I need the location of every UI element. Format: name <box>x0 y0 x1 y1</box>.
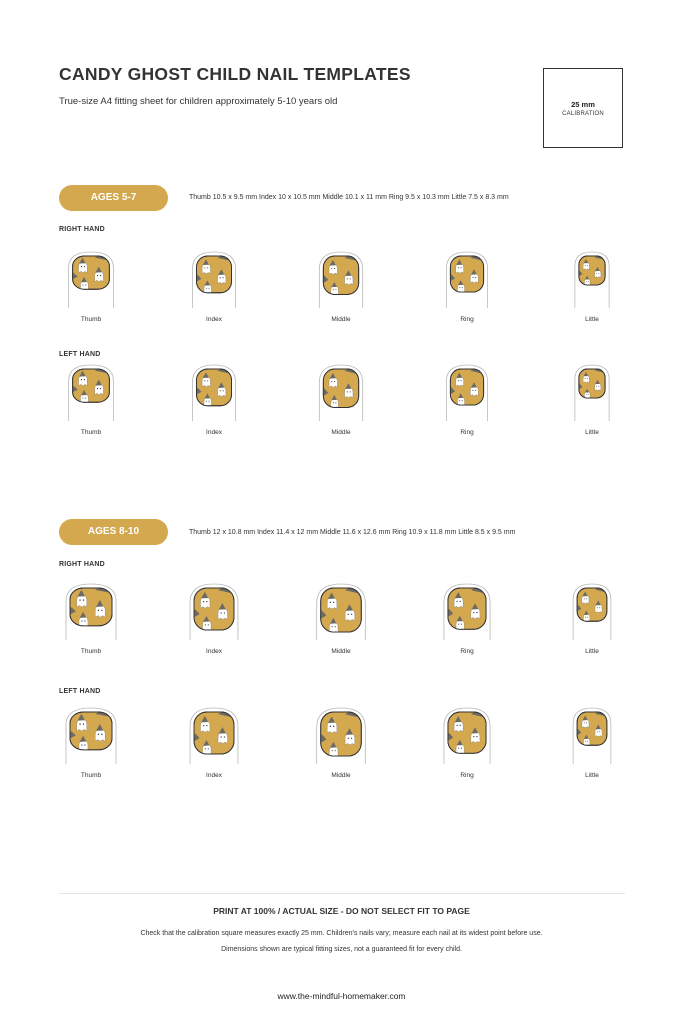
finger-template-index <box>159 578 269 668</box>
finger-template-index <box>159 702 269 792</box>
finger-template-thumb <box>36 246 146 336</box>
finger-template-middle <box>286 359 396 449</box>
ghost-motif <box>457 397 464 405</box>
ghost-motif <box>345 609 355 620</box>
finger-template-little <box>537 702 647 792</box>
ghost-motif <box>329 377 337 387</box>
fit-disclaimer: Dimensions shown are typical fitting sizes, not a guaranteed fit for every child. <box>221 946 462 953</box>
finger-label: Ring <box>460 772 474 779</box>
nail-template <box>450 254 483 292</box>
ghost-motif <box>218 274 226 284</box>
nail-template <box>194 586 234 631</box>
nail-template <box>73 254 110 290</box>
ghost-motif <box>203 745 211 755</box>
ghost-motif <box>470 387 478 396</box>
nail-template <box>450 367 483 405</box>
finger-label: Index <box>206 772 222 779</box>
nail-template <box>579 368 605 399</box>
ghost-motif <box>327 722 337 733</box>
ghost-motif <box>218 608 227 619</box>
finger-template-ring <box>412 359 522 449</box>
ghost-motif <box>345 388 353 398</box>
hand-label: RIGHT HAND <box>59 226 105 233</box>
ghost-motif <box>202 377 210 387</box>
ghost-motif <box>329 264 337 274</box>
nail-template <box>579 255 605 286</box>
ghost-motif <box>95 271 104 281</box>
finger-label: Little <box>585 429 599 436</box>
finger-template-index <box>159 359 269 449</box>
ghost-motif <box>470 274 478 283</box>
ghost-motif <box>329 746 338 756</box>
nail-template <box>448 586 486 630</box>
nail-template <box>73 367 110 403</box>
finger-label: Little <box>585 316 599 323</box>
page-title: CANDY GHOST CHILD NAIL TEMPLATES <box>59 64 411 84</box>
ghost-motif <box>456 264 464 273</box>
ghost-motif <box>79 375 88 385</box>
ghost-motif <box>331 399 339 408</box>
ghost-motif <box>583 738 589 746</box>
age-group-badge: AGES 8-10 <box>59 519 168 545</box>
finger-label: Ring <box>460 429 474 436</box>
finger-label: Middle <box>331 429 351 436</box>
finger-label: Ring <box>460 316 474 323</box>
ghost-motif <box>456 620 464 630</box>
finger-label: Thumb <box>80 316 102 323</box>
ghost-motif <box>95 729 105 741</box>
ghost-motif <box>327 598 337 609</box>
finger-label: Ring <box>460 648 474 655</box>
ghost-motif <box>79 262 88 272</box>
ghost-motif <box>595 604 602 612</box>
finger-template-middle <box>286 702 396 792</box>
divider <box>59 893 625 894</box>
hand-label: LEFT HAND <box>59 351 101 358</box>
ghost-motif <box>201 721 210 732</box>
calibration-value: 25 mm <box>571 99 595 109</box>
ghost-motif <box>582 719 589 727</box>
ghost-motif <box>583 375 589 382</box>
ghost-motif <box>582 595 589 603</box>
finger-template-little <box>537 359 647 449</box>
ghost-motif <box>202 264 210 274</box>
nail-template <box>448 710 486 754</box>
finger-template-thumb <box>36 359 146 449</box>
finger-label: Thumb <box>80 772 102 779</box>
ghost-motif <box>201 597 210 608</box>
nail-template <box>70 710 112 751</box>
age-group-badge: AGES 5-7 <box>59 185 168 211</box>
ghost-motif <box>329 622 338 632</box>
finger-label: Little <box>585 648 599 655</box>
ghost-motif <box>218 732 227 743</box>
page-subtitle: True-size A4 fitting sheet for children approximately 5-10 years old <box>59 96 338 107</box>
ghost-motif <box>77 595 87 607</box>
ghost-motif <box>345 733 355 744</box>
finger-template-ring <box>412 702 522 792</box>
finger-template-little <box>537 246 647 336</box>
finger-template-middle <box>286 246 396 336</box>
finger-label: Middle <box>331 648 351 655</box>
hand-label: RIGHT HAND <box>59 561 105 568</box>
ghost-motif <box>471 608 480 619</box>
nail-template <box>577 586 607 621</box>
website-url: www.the-mindful-homemaker.com <box>277 991 406 1001</box>
nail-template <box>197 254 232 293</box>
size-summary: Thumb 12 x 10.8 mm Index 11.4 x 12 mm Middle 11.6 x 12.6 mm Ring 10.9 x 11.8 mm Little 8.5 x 9.5 mm <box>189 529 516 536</box>
ghost-motif <box>456 377 464 386</box>
size-summary: Thumb 10.5 x 9.5 mm Index 10 x 10.5 mm Middle 10.1 x 11 mm Ring 9.5 x 10.3 mm Little 7.5 x 8.3 mm <box>189 194 509 201</box>
nail-template <box>321 710 362 757</box>
finger-template-ring <box>412 578 522 668</box>
nail-template <box>321 586 362 633</box>
ghost-motif <box>331 286 339 295</box>
ghost-motif <box>595 383 601 390</box>
nail-template <box>577 710 607 745</box>
ghost-motif <box>595 270 601 277</box>
finger-label: Middle <box>331 316 351 323</box>
finger-label: Thumb <box>80 429 102 436</box>
finger-template-thumb <box>36 578 146 668</box>
hand-label: LEFT HAND <box>59 688 101 695</box>
finger-template-thumb <box>36 702 146 792</box>
ghost-motif <box>345 275 353 285</box>
finger-label: Middle <box>331 772 351 779</box>
ghost-motif <box>457 284 464 292</box>
finger-template-ring <box>412 246 522 336</box>
ghost-motif <box>95 605 105 617</box>
finger-label: Little <box>585 772 599 779</box>
ghost-motif <box>583 262 589 269</box>
nail-template <box>323 254 358 295</box>
ghost-motif <box>595 728 602 736</box>
ghost-motif <box>77 719 87 731</box>
ghost-motif <box>218 387 226 397</box>
ghost-motif <box>583 614 589 622</box>
print-instruction: PRINT AT 100% / ACTUAL SIZE - DO NOT SELECT FIT TO PAGE <box>213 906 470 916</box>
nail-template <box>197 367 232 406</box>
finger-label: Index <box>206 648 222 655</box>
nail-template <box>194 710 234 755</box>
finger-template-little <box>537 578 647 668</box>
finger-label: Thumb <box>80 648 102 655</box>
nail-template <box>323 367 358 408</box>
calibration-square <box>543 68 623 148</box>
finger-label: Index <box>206 429 222 436</box>
ghost-motif <box>454 597 463 608</box>
ghost-motif <box>471 732 480 743</box>
ghost-motif <box>454 721 463 732</box>
calibration-note: Check that the calibration square measures exactly 25 mm. Children's nails vary; measure each nail at its widest point before use. <box>140 930 543 937</box>
ghost-motif <box>456 744 464 754</box>
finger-label: Index <box>206 316 222 323</box>
ghost-motif <box>203 621 211 631</box>
ghost-motif <box>95 384 104 394</box>
finger-template-index <box>159 246 269 336</box>
finger-template-middle <box>286 578 396 668</box>
nail-template <box>70 586 112 627</box>
calibration-label: CALIBRATION <box>562 110 604 117</box>
